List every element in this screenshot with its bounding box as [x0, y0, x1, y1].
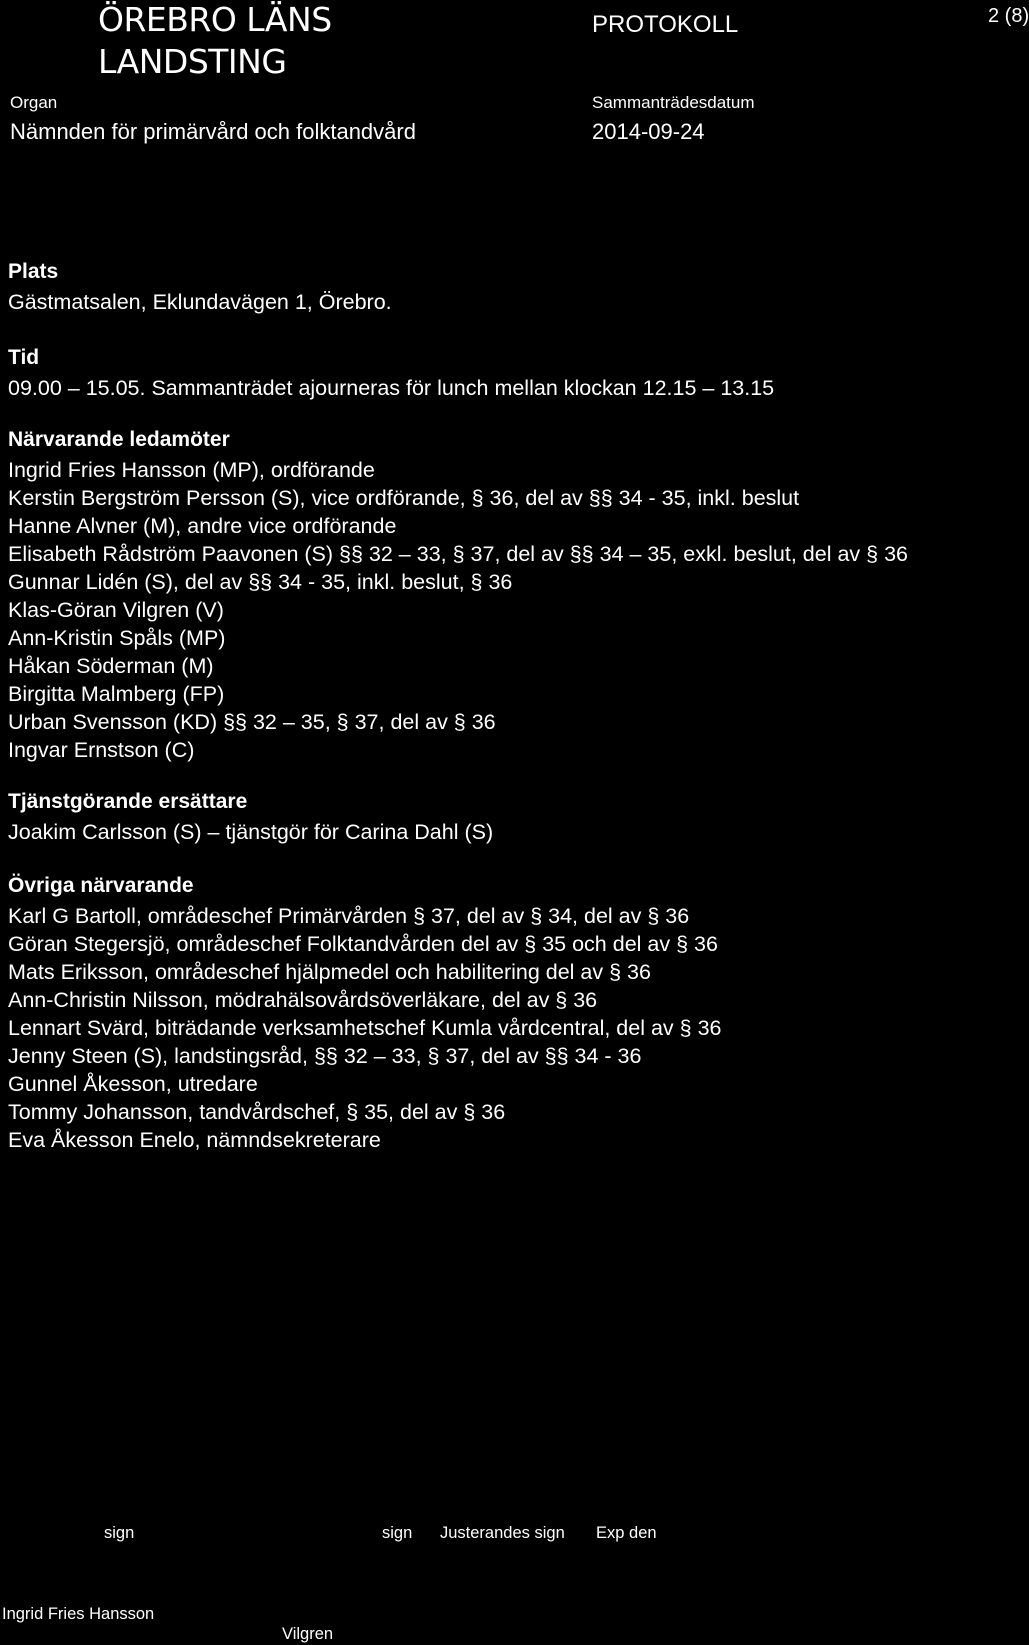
list-item: Tommy Johansson, tandvårdschef, § 35, del av § 36 — [8, 1100, 506, 1124]
list-item: Jenny Steen (S), landstingsråd, §§ 32 – 33, § 37, del av §§ 34 - 36 — [8, 1044, 642, 1068]
signatory-name-2: Vilgren — [282, 1625, 334, 1643]
list-item: Eva Åkesson Enelo, nämndsekreterare — [8, 1128, 381, 1152]
ovriga-title: Övriga närvarande — [8, 874, 194, 897]
ersattare-section — [8, 788, 1022, 846]
list-item: Ingvar Ernstson (C) — [8, 738, 195, 762]
list-item: Ingrid Fries Hansson (MP), ordförande — [8, 458, 375, 482]
date-label: Sammanträdesdatum — [592, 93, 755, 112]
list-item: Göran Stegersjö, områdeschef Folktandvården del av § 35 och del av § 36 — [8, 932, 718, 956]
tid-title: Tid — [8, 346, 40, 369]
sign-label-1: sign — [104, 1524, 135, 1542]
list-item: Hanne Alvner (M), andre vice ordförande — [8, 514, 397, 538]
list-item: Lennart Svärd, biträdande verksamhetschef Kumla vårdcentral, del av § 36 — [8, 1016, 722, 1040]
list-item: Gunnel Åkesson, utredare — [8, 1072, 258, 1096]
list-item: Klas-Göran Vilgren (V) — [8, 598, 224, 622]
plats-section — [8, 258, 1022, 316]
date-value: 2014-09-24 — [592, 119, 705, 144]
list-item: Kerstin Bergström Persson (S), vice ordförande, § 36, del av §§ 34 - 35, inkl. beslut — [8, 486, 800, 510]
page-number: 2 (8) — [988, 5, 1029, 27]
plats-title: Plats — [8, 260, 59, 283]
exp-den-label: Exp den — [596, 1524, 657, 1542]
sign-label-2: sign — [382, 1524, 413, 1542]
ovriga-section — [8, 872, 1022, 1154]
organ-value: Nämnden för primärvård och folktandvård — [10, 119, 416, 144]
list-item: Ann-Kristin Spåls (MP) — [8, 626, 226, 650]
logo-line-2: LANDSTING — [98, 42, 287, 81]
logo-line-1: ÖREBRO LÄNS — [98, 0, 332, 39]
list-item: Urban Svensson (KD) §§ 32 – 35, § 37, del av § 36 — [8, 710, 496, 734]
list-item: Gunnar Lidén (S), del av §§ 34 - 35, inkl. beslut, § 36 — [8, 570, 513, 594]
list-item: Birgitta Malmberg (FP) — [8, 682, 225, 706]
signatory-name-1: Ingrid Fries Hansson — [2, 1605, 155, 1623]
list-item: Ann-Christin Nilsson, mödrahälsovårdsöverläkare, del av § 36 — [8, 988, 598, 1012]
list-item: Håkan Söderman (M) — [8, 654, 214, 678]
list-item: Mats Eriksson, områdeschef hjälpmedel och habilitering del av § 36 — [8, 960, 651, 984]
justerandes-sign-label: Justerandes sign — [440, 1524, 565, 1542]
ledamoter-title: Närvarande ledamöter — [8, 428, 230, 451]
plats-value: Gästmatsalen, Eklundavägen 1, Örebro. — [8, 290, 392, 314]
list-item: Elisabeth Rådström Paavonen (S) §§ 32 – 33, § 37, del av §§ 34 – 35, exkl. beslut, del av § 36 — [8, 542, 908, 566]
organ-label: Organ — [10, 93, 58, 112]
tid-section — [8, 344, 1022, 402]
tid-value: 09.00 – 15.05. Sammanträdet ajourneras för lunch mellan klockan 12.15 – 13.15 — [8, 376, 775, 400]
list-item: Joakim Carlsson (S) – tjänstgör för Carina Dahl (S) — [8, 820, 494, 844]
list-item: Karl G Bartoll, områdeschef Primärvården § 37, del av § 34, del av § 36 — [8, 904, 690, 928]
ersattare-title: Tjänstgörande ersättare — [8, 790, 248, 813]
document-type: PROTOKOLL — [592, 11, 739, 38]
ledamoter-section — [8, 426, 1022, 764]
